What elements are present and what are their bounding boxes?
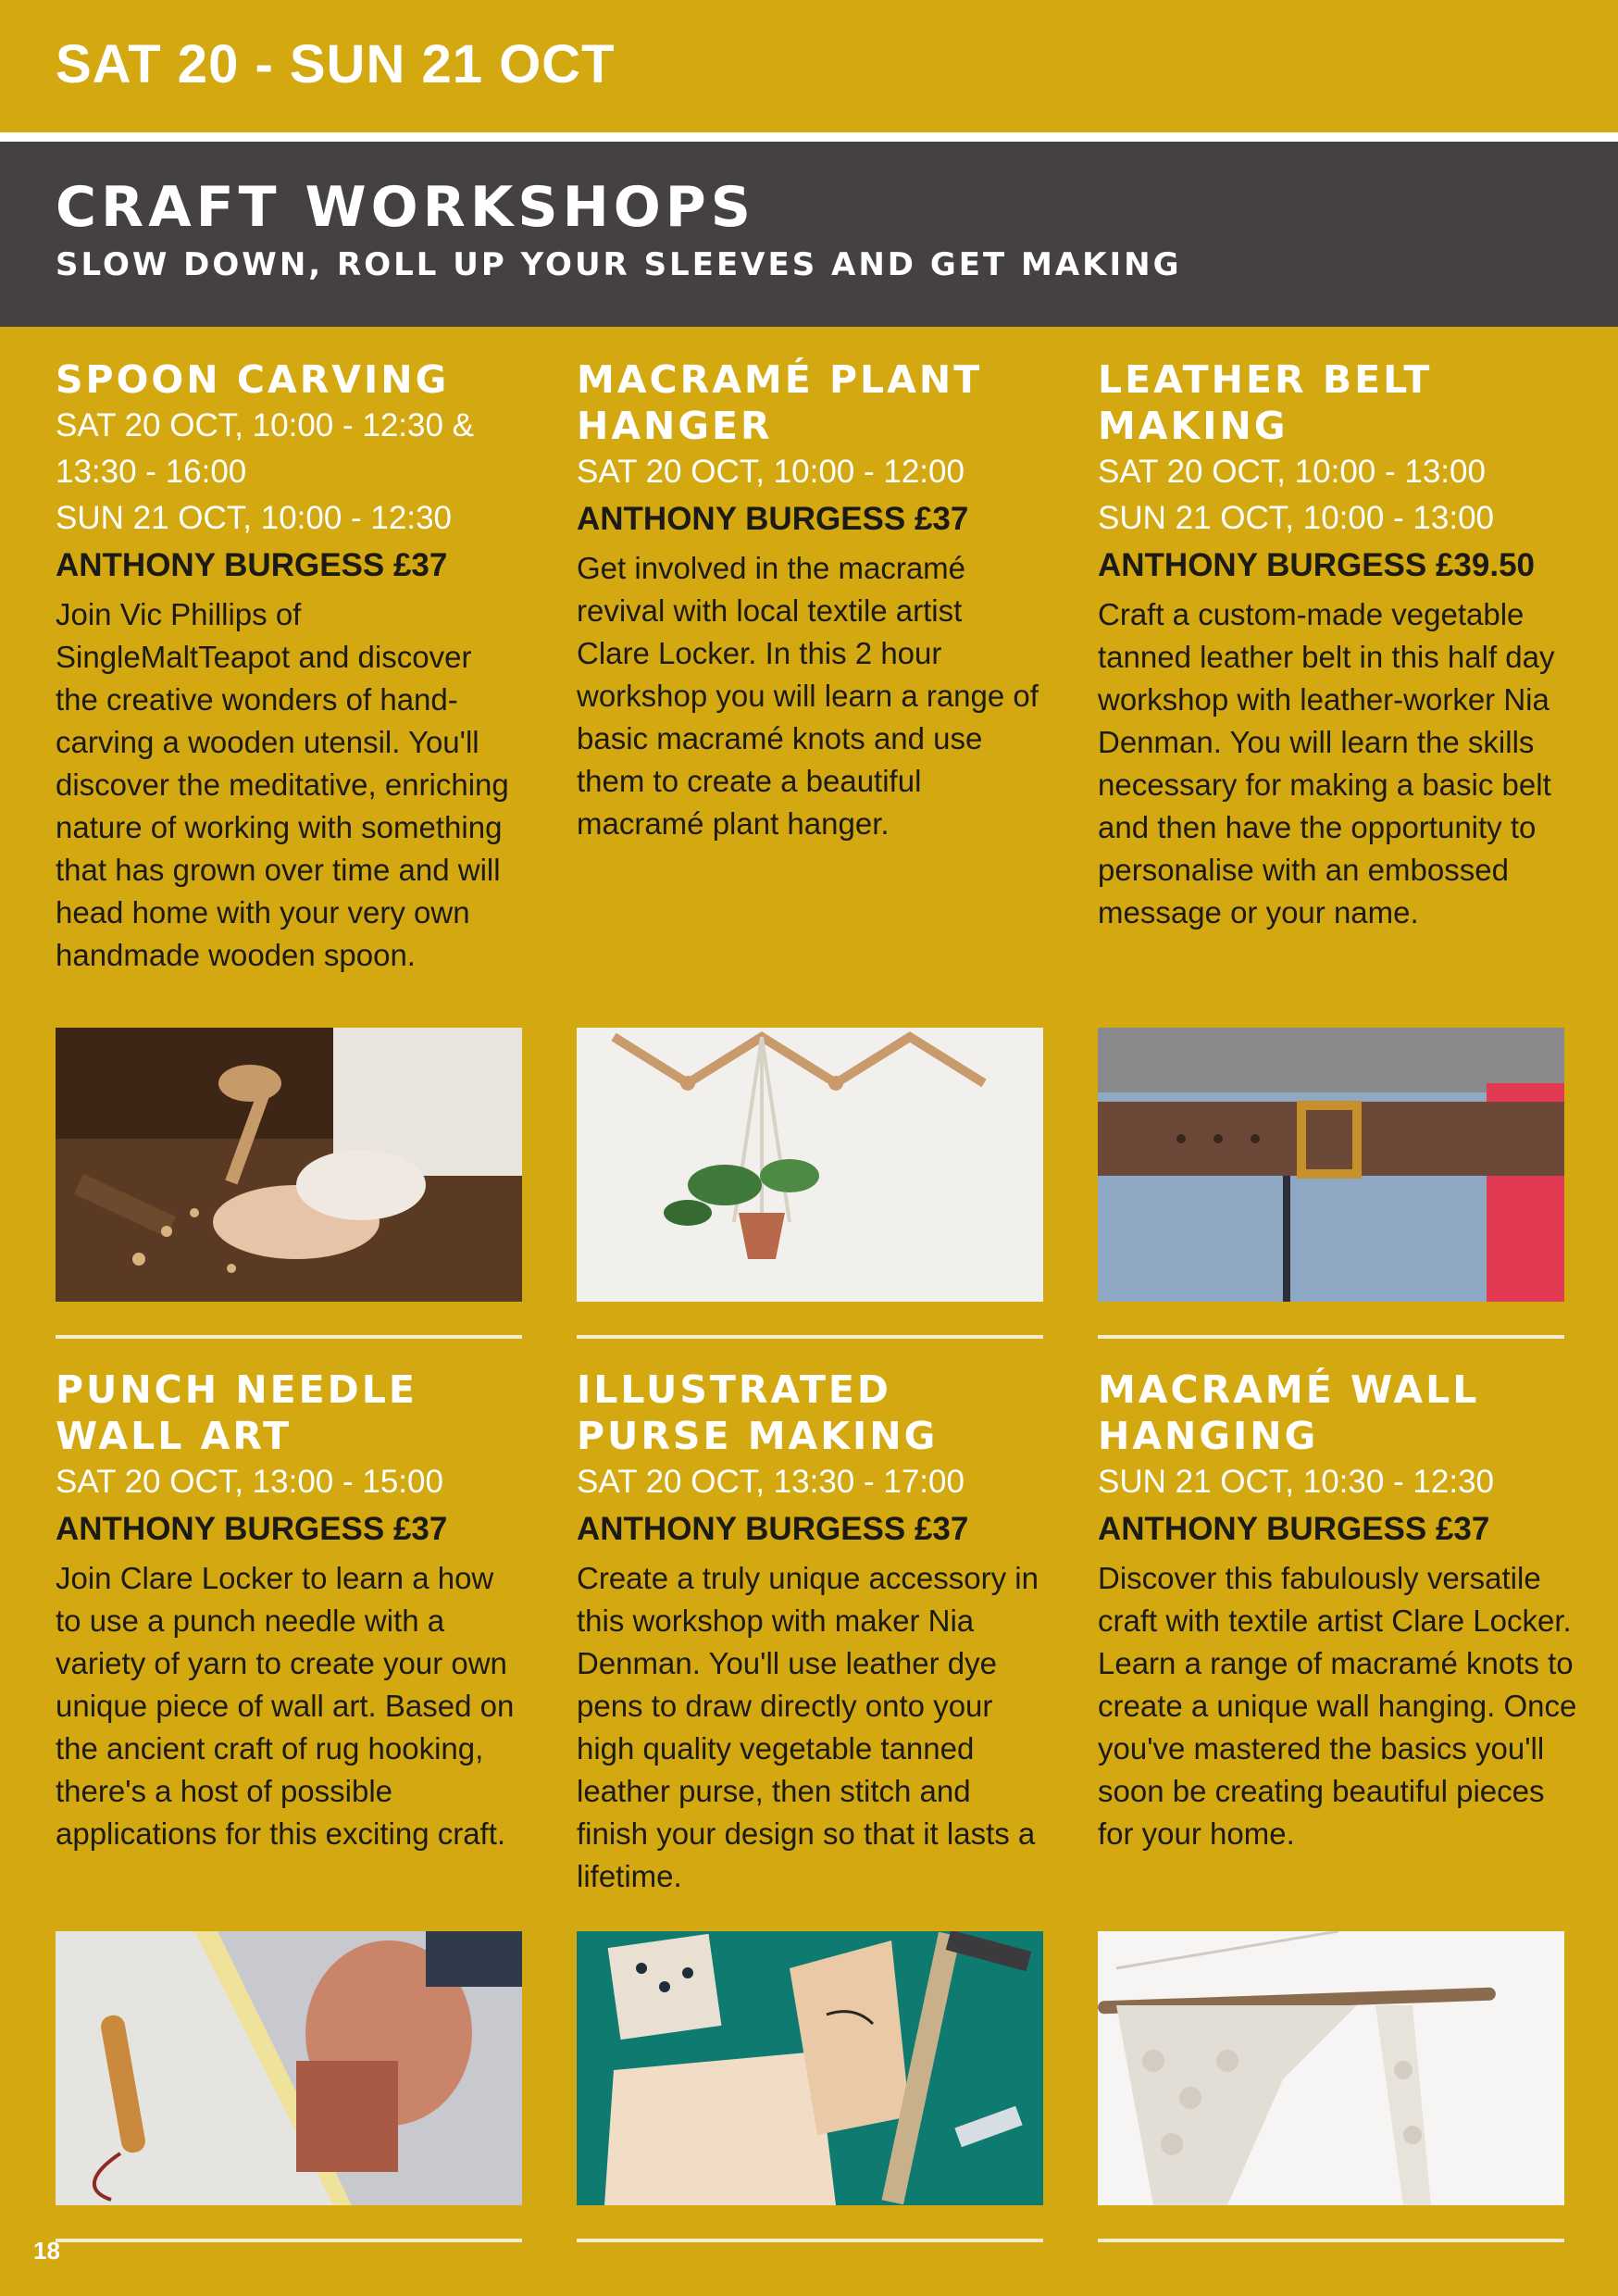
section-title: CRAFT WORKSHOPS — [56, 175, 755, 240]
workshop-dates — [56, 403, 522, 542]
leather-belt-photo — [1098, 1028, 1564, 1302]
workshop-title: PUNCH NEEDLE WALL ART — [56, 1367, 417, 1458]
punch-needle-photo — [56, 1931, 522, 2205]
workshop-dates — [577, 449, 1043, 495]
header-divider — [0, 132, 1618, 142]
section-header — [0, 142, 1618, 327]
workshop-title: ILLUSTRATED PURSE MAKING — [577, 1367, 939, 1458]
illustrated-purse-photo — [577, 1931, 1043, 2205]
macrame-wall-hanging-photo — [1098, 1931, 1564, 2205]
workshop-venue-price: ANTHONY BURGESS £37 — [56, 547, 448, 583]
workshop-date-line: 13:30 - 16:00 — [56, 454, 247, 490]
workshop-card-illustrated-purse — [577, 1366, 1043, 1898]
leather-belt-image-icon — [1098, 1028, 1564, 1302]
card-divider — [577, 1335, 1043, 1339]
workshop-date-line: SAT 20 OCT, 13:30 - 17:00 — [577, 1464, 965, 1500]
section-subtitle: SLOW DOWN, ROLL UP YOUR SLEEVES AND GET MAKING — [56, 246, 1182, 283]
workshop-description: Join Clare Locker to learn a how to use a punch needle with a variety of yarn to create your own unique piece of wall art. Based on the ancient craft of rug hooking, there's a host of possible applications for this exciting craft. — [56, 1561, 515, 1851]
page-number: 18 — [33, 2237, 60, 2265]
workshop-date-line: SAT 20 OCT, 13:00 - 15:00 — [56, 1464, 443, 1500]
workshop-date-line: SUN 21 OCT, 10:00 - 13:00 — [1098, 500, 1494, 536]
workshop-title: SPOON CARVING — [56, 357, 450, 402]
workshop-venue-price: ANTHONY BURGESS £37 — [1098, 1511, 1490, 1547]
workshop-dates — [577, 1459, 1043, 1505]
spoon-carving-photo — [56, 1028, 522, 1302]
workshop-card-macrame-wall-hanging — [1098, 1366, 1579, 1855]
illustrated-purse-image-icon — [577, 1931, 1043, 2205]
workshop-description: Create a truly unique accessory in this workshop with maker Nia Denman. You'll use leather dye pens to draw directly onto your high quality vegetable tanned leather purse, then stitch and finish your design so that it lasts a lifetime. — [577, 1561, 1039, 1893]
workshop-card-punch-needle — [56, 1366, 522, 1855]
spoon-carving-image-icon — [56, 1028, 522, 1302]
workshop-dates — [56, 1459, 522, 1505]
workshop-card-spoon-carving — [56, 356, 522, 977]
workshop-date-line: SUN 21 OCT, 10:30 - 12:30 — [1098, 1464, 1494, 1500]
workshop-date-line: SUN 21 OCT, 10:00 - 12:30 — [56, 500, 452, 536]
workshop-venue-price: ANTHONY BURGESS £37 — [577, 501, 969, 537]
card-divider — [1098, 2239, 1564, 2242]
workshop-title: LEATHER BELT MAKING — [1098, 357, 1433, 448]
workshop-card-leather-belt-making — [1098, 356, 1579, 934]
workshop-venue-price: ANTHONY BURGESS £39.50 — [1098, 547, 1536, 583]
macrame-plant-hanger-image-icon — [577, 1028, 1043, 1302]
workshop-date-line: SAT 20 OCT, 10:00 - 12:30 & — [56, 407, 475, 443]
workshop-dates — [1098, 1459, 1579, 1505]
card-divider — [56, 2239, 522, 2242]
workshop-venue-price: ANTHONY BURGESS £37 — [577, 1511, 969, 1547]
workshop-title: MACRAMÉ PLANT HANGER — [577, 357, 983, 448]
workshop-venue-price: ANTHONY BURGESS £37 — [56, 1511, 448, 1547]
card-divider — [577, 2239, 1043, 2242]
workshop-description: Join Vic Phillips of SingleMaltTeapot and discover the creative wonders of hand-carving a wooden utensil. You'll discover the meditative, enriching nature of working with something that has grown over time and will head home with your very own handmade wooden spoon. — [56, 597, 509, 972]
date-banner-text: SAT 20 - SUN 21 OCT — [56, 34, 616, 94]
workshop-card-macrame-plant-hanger — [577, 356, 1043, 845]
card-divider — [56, 1335, 522, 1339]
workshop-description: Discover this fabulously versatile craft with textile artist Clare Locker. Learn a range of macramé knots to create a unique wall hanging. Once you've mastered the basics you'll soon be creating beautiful pieces for your home. — [1098, 1561, 1577, 1851]
workshop-description: Get involved in the macramé revival with local textile artist Clare Locker. In this 2 hour workshop you will learn a range of basic macramé knots and use them to create a beautiful macramé plant hanger. — [577, 551, 1039, 841]
workshop-description: Craft a custom-made vegetable tanned leather belt in this half day workshop with leather-worker Nia Denman. You will learn the skills necessary for making a basic belt and then have the opportunity to personalise with an embossed message or your name. — [1098, 597, 1555, 930]
workshop-date-line: SAT 20 OCT, 10:00 - 13:00 — [1098, 454, 1486, 490]
punch-needle-image-icon — [56, 1931, 522, 2205]
card-divider — [1098, 1335, 1564, 1339]
macrame-wall-hanging-image-icon — [1098, 1931, 1564, 2205]
workshop-date-line: SAT 20 OCT, 10:00 - 12:00 — [577, 454, 965, 490]
workshop-dates — [1098, 449, 1579, 542]
date-banner — [0, 0, 1618, 132]
macrame-plant-hanger-photo — [577, 1028, 1043, 1302]
workshop-title: MACRAMÉ WALL HANGING — [1098, 1367, 1480, 1458]
